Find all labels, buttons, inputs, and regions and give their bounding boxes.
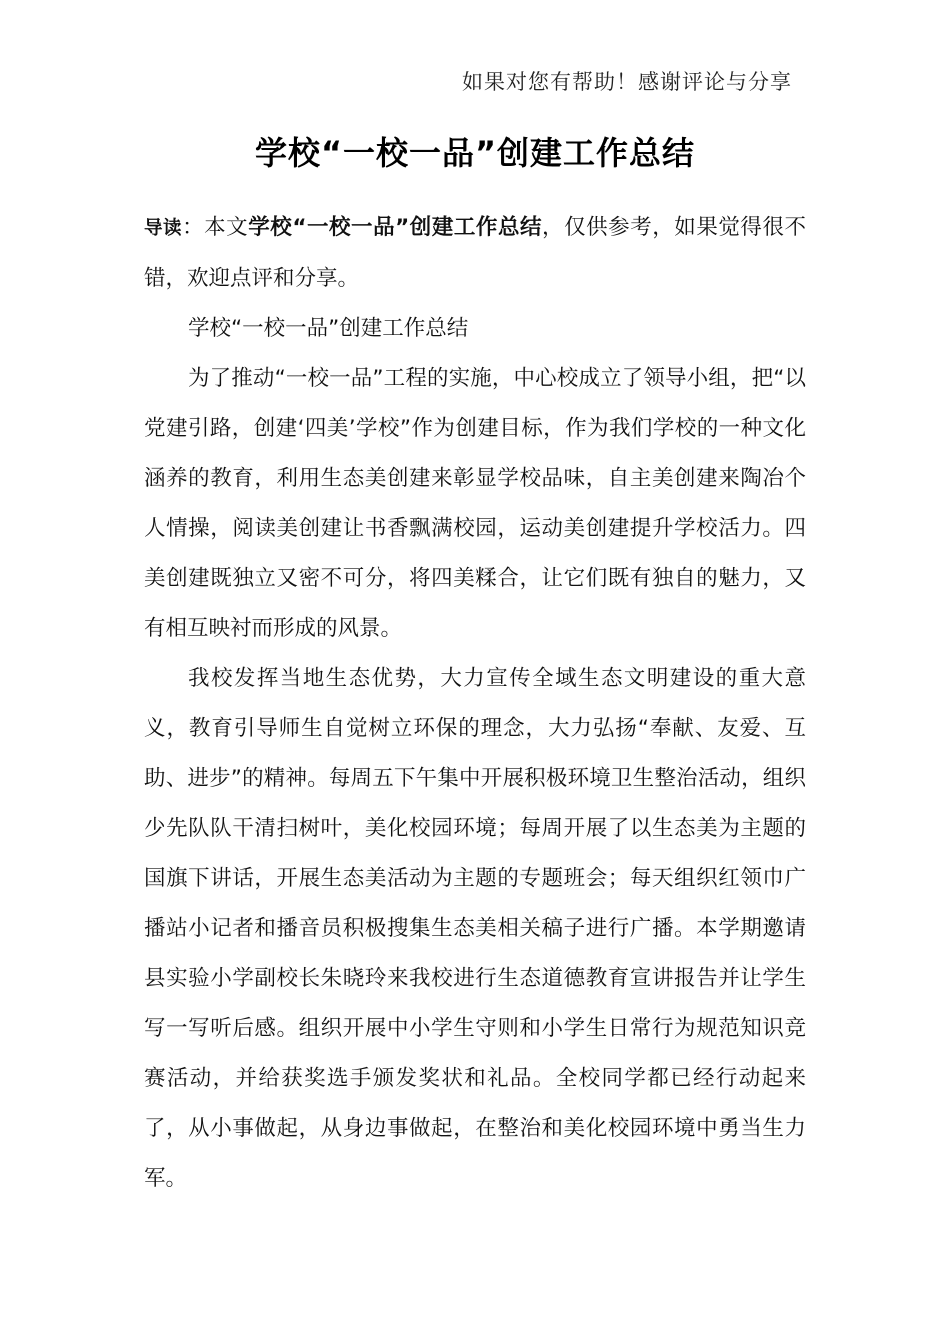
document-body [144, 203, 806, 1204]
body-paragraph-1: 为了推动“一校一品”工程的实施，中心校成立了领导小组，把“以党建引路，创建‘四美’学校”作为创建目标，作为我们学校的一种文化涵养的教育，利用生态美创建来彰显学校品味，自主美创建来陶冶个人情操，阅读美创建让书香飘满校园，运动美创建提升学校活力。四美创建既独立又密不可分，将四美糅合，让它们既有独自的魅力，又有相互映衬而形成的风景。 [144, 366, 806, 641]
document-title: 学校“一校一品”创建工作总结 [254, 134, 696, 172]
intro-label: 导读 [144, 218, 183, 239]
body-paragraph-2: 我校发挥当地生态优势，大力宣传全域生态文明建设的重大意义，教育引导师生自觉树立环保的理念，大力弘扬“奉献、友爱、互助、进步”的精神。每周五下午集中开展积极环境卫生整治活动，组织少先队队干清扫树叶，美化校园环境；每周开展了以生态美为主题的国旗下讲话，开展生态美活动为主题的专题班会；每天组织红领巾广播站小记者和播音员积极搜集生态美相关稿子进行广播。本学期邀请县实验小学副校长朱晓玲来我校进行生态道德教育宣讲报告并让学生写一写听后感。组织开展中小学生守则和小学生日常行为规范知识竞赛活动，并给获奖选手颁发奖状和礼品。全校同学都已经行动起来了，从小事做起，从身边事做起，在整治和美化校园环境中勇当生力军。 [144, 666, 806, 1191]
intro-suffix: ，仅供参考，如果觉得很不错，欢迎点评和分享。 [144, 215, 806, 291]
header-note: 如果对您有帮助！感谢评论与分享 [462, 70, 792, 94]
intro-prefix: 本文 [204, 215, 249, 240]
intro-bold-title: 学校“一校一品”创建工作总结 [248, 215, 543, 240]
intro-colon: ： [182, 215, 205, 240]
subtitle: 学校“一校一品”创建工作总结 [188, 316, 469, 341]
intro-paragraph [144, 203, 806, 304]
